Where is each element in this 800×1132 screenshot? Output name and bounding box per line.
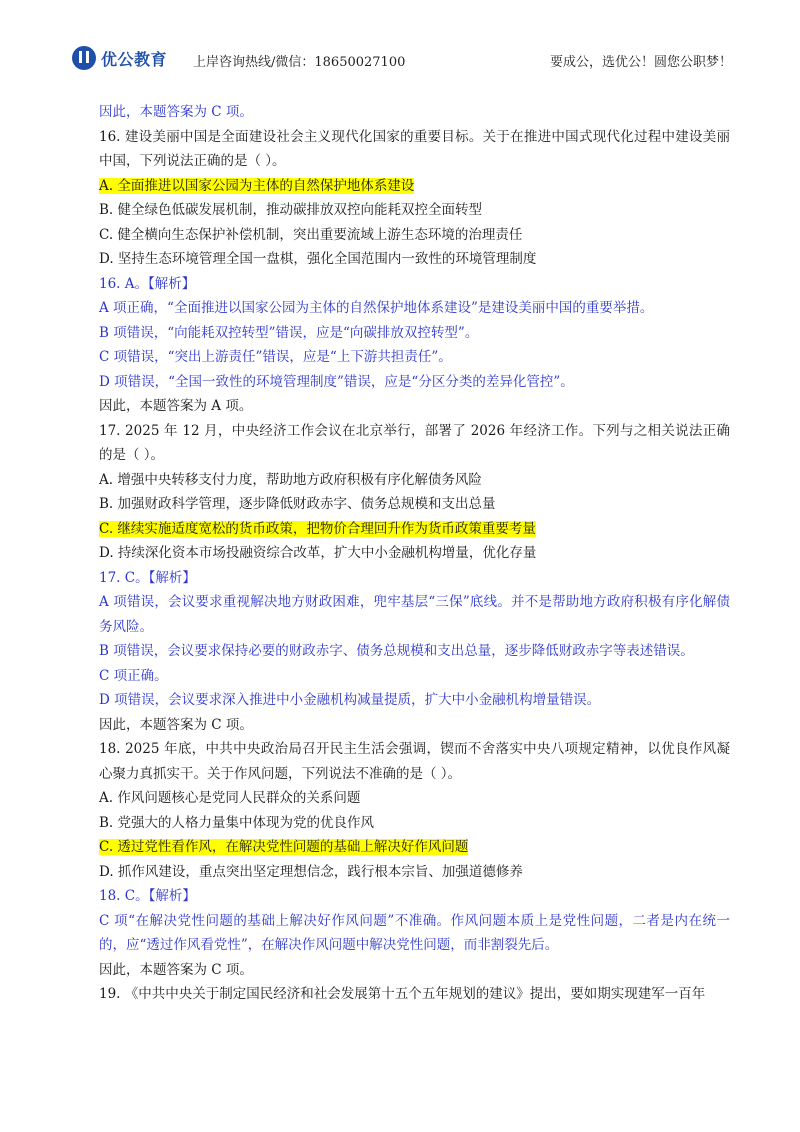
- document-body: [72, 100, 730, 1007]
- q17-answer: 17. C。【解析】: [99, 569, 196, 586]
- q16-question: 16. 建设美丽中国是全面建设社会主义现代化国家的重要目标。关于在推进中国式现代化过程中建设美丽中国，下列说法正确的是（ ）。: [99, 128, 730, 169]
- q18-analysis: C 项“在解决党性问题的基础上解决好作风问题”不准确。作风问题本质上是党性问题，二者是内在统一的，应“透过作风看党性”，在解决作风问题中解决党性问题，而非割裂先后。: [99, 912, 730, 953]
- q17-analysis-c: C 项正确。: [99, 667, 168, 684]
- highlighted-answer: C. 透过党性看作风，在解决党性问题的基础上解决好作风问题: [99, 839, 469, 855]
- q18-conclusion: 因此，本题答案为 C 项。: [99, 961, 253, 978]
- page-header: [72, 44, 732, 74]
- q16-option-b: B. 健全绿色低碳发展机制，推动碳排放双控向能耗双控全面转型: [99, 202, 483, 218]
- q18-question: 18. 2025 年底，中共中央政治局召开民主生活会强调，锲而不舍落实中央八项规定精神，以优良作风凝心聚力真抓实干。关于作风问题，下列说法不准确的是（ ）。: [99, 741, 730, 782]
- q16-option-d: D. 坚持生态环境管理全国一盘棋，强化全国范围内一致性的环境管理制度: [99, 251, 537, 267]
- q18-answer: 18. C。【解析】: [99, 888, 196, 904]
- q17-option-d: D. 持续深化资本市场投融资综合改革，扩大中小金融机构增量，优化存量: [99, 545, 537, 561]
- logo-icon: [72, 46, 96, 70]
- q15-conclusion: 因此，本题答案为 C 项。: [99, 104, 253, 120]
- q16-analysis-c: C 项错误，“突出上游责任”错误，应是“上下游共担责任”。: [99, 349, 452, 365]
- q17-analysis-b: B 项错误，会议要求保持必要的财政赤字、债务总规模和支出总量，逐步降低财政赤字等表述错误。: [99, 643, 694, 659]
- q18-option-b: B. 党强大的人格力量集中体现为党的优良作风: [99, 814, 375, 831]
- q18-option-c: [72, 835, 730, 860]
- brand-logo: [72, 46, 167, 70]
- q16-analysis-b: B 项错误，“向能耗双控转型”错误，应是“向碳排放双控转型”。: [99, 324, 479, 341]
- q16-option-c: C. 健全横向生态保护补偿机制，突出重要流域上游生态环境的治理责任: [99, 226, 523, 243]
- q16-analysis-d: D 项错误，“全国一致性的环境管理制度”错误，应是“分区分类的差异化管控”。: [99, 373, 574, 390]
- logo-text: 优公教育: [101, 49, 168, 69]
- highlighted-answer: C. 继续实施适度宽松的货币政策，把物价合理回升作为货币政策重要考量: [99, 520, 536, 537]
- slogan-text: 要成公，选优公！圆您公职梦！: [549, 55, 732, 70]
- q18-option-d: D. 抓作风建设，重点突出坚定理想信念，践行根本宗旨、加强道德修养: [99, 863, 523, 880]
- q17-option-a: A. 增强中央转移支付力度，帮助地方政府积极有序化解债务风险: [99, 471, 482, 488]
- q17-analysis-a: A 项错误，会议要求重视解决地方财政困难，兜牢基层“三保”底线。并不是帮助地方政府积极有序化解债务风险。: [99, 594, 730, 635]
- q17-option-c: [72, 517, 730, 542]
- q16-answer: 16. A。【解析】: [99, 275, 196, 292]
- q16-option-a: [72, 174, 730, 199]
- q17-question: 17. 2025 年 12 月，中央经济工作会议在北京举行，部署了 2026 年经济工作。下列与之相关说法正确的是（ ）。: [99, 422, 730, 463]
- q18-option-a: A. 作风问题核心是党同人民群众的关系问题: [99, 790, 361, 806]
- hotline-text: 上岸咨询热线/微信：18650027100: [193, 55, 406, 70]
- q19-question-start: 19. 《中共中央关于制定国民经济和社会发展第十五个五年规划的建议》提出，要如期实现建军一百年: [99, 986, 706, 1002]
- q16-analysis-a: A 项正确，“全面推进以国家公园为主体的自然保护地体系建设”是建设美丽中国的重要举措。: [99, 300, 654, 316]
- q17-conclusion: 因此，本题答案为 C 项。: [99, 716, 253, 733]
- q17-option-b: B. 加强财政科学管理，逐步降低财政赤字、债务总规模和支出总量: [99, 496, 496, 512]
- q16-conclusion: 因此，本题答案为 A 项。: [99, 398, 253, 414]
- q17-analysis-d: D 项错误，会议要求深入推进中小金融机构减量提质，扩大中小金融机构增量错误。: [99, 692, 601, 708]
- highlighted-answer: A. 全面推进以国家公园为主体的自然保护地体系建设: [99, 177, 415, 194]
